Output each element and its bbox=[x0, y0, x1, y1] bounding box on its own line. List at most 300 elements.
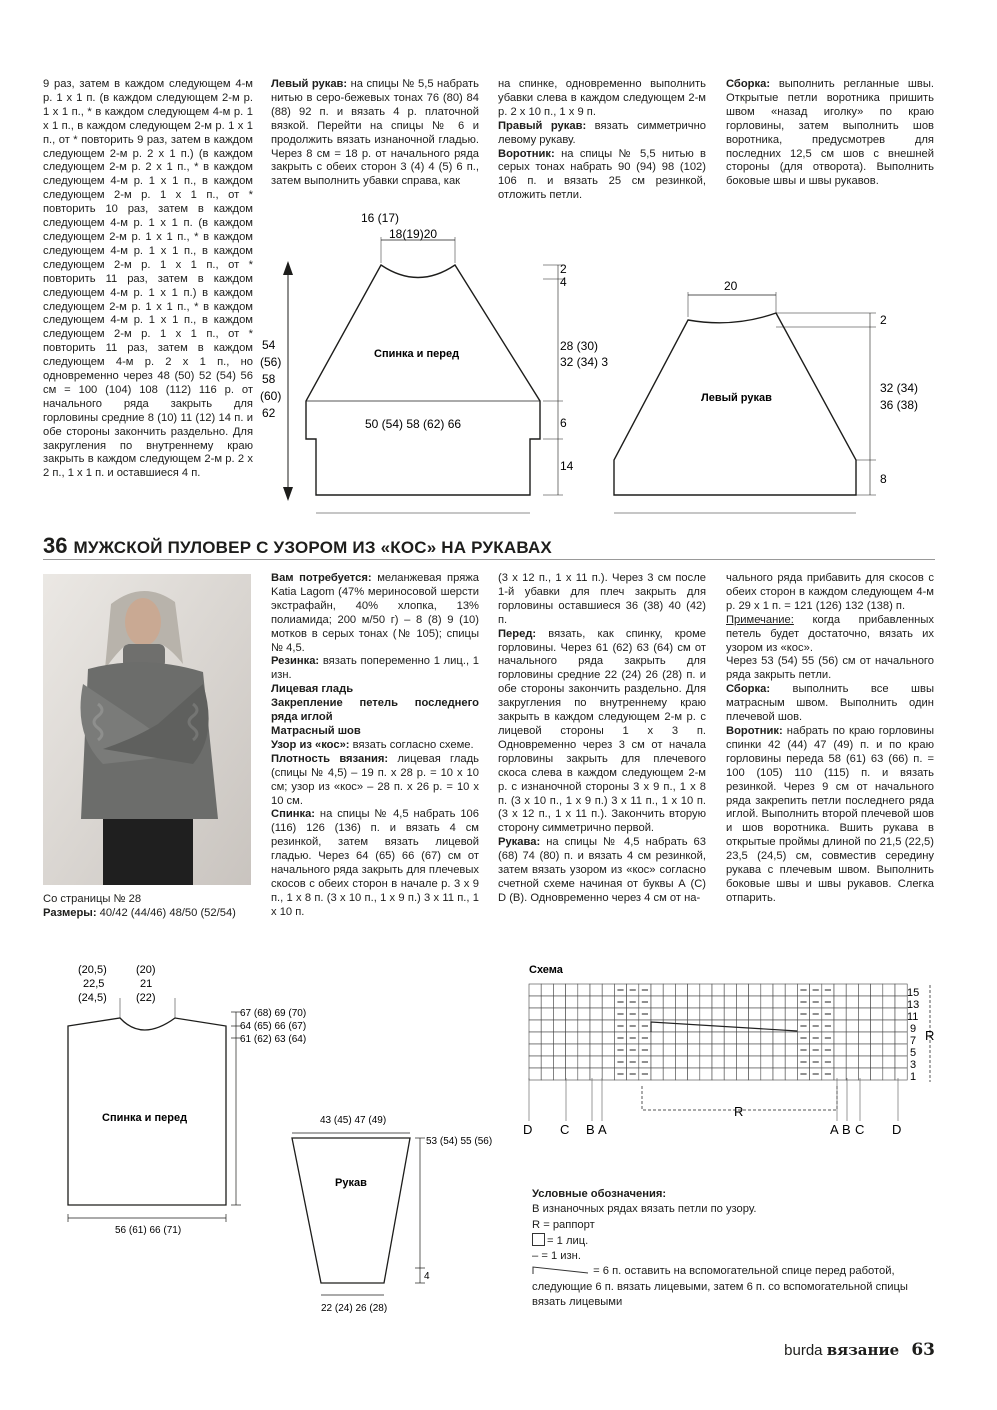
d3-top-b-0: (20) bbox=[136, 964, 156, 976]
d1-left-0: 54 bbox=[262, 338, 276, 352]
diagram-back-front bbox=[288, 237, 563, 513]
page-number: 63 bbox=[911, 1340, 935, 1360]
top-col-2 bbox=[271, 78, 479, 189]
scheme-cell bbox=[688, 1008, 700, 1020]
bottom-col2-para-0: Вам потребуется: меланжевая пряжа Katia Lagom (47% мериносовой шерсти экстрафайн, 40% хлопка, 13% полиамида; 200 м/50 г) – 8 (8) 9 (10) мотков в серых тонах (№ 105); спицы № 4,5. bbox=[271, 572, 479, 654]
scheme-cell bbox=[736, 1008, 748, 1020]
scheme-cell bbox=[883, 996, 895, 1008]
scheme-cell bbox=[895, 1044, 907, 1056]
scheme-cell bbox=[749, 1044, 761, 1056]
d1-neck-top: 16 (17) bbox=[361, 211, 400, 225]
scheme-cell bbox=[529, 984, 541, 996]
scheme-cell bbox=[871, 1020, 883, 1032]
scheme-cell bbox=[578, 1032, 590, 1044]
scheme-cell bbox=[675, 984, 687, 996]
scheme-cell bbox=[675, 996, 687, 1008]
bottom-col4-para-1: Примечание: когда прибавленных петель будет достаточно, вязать их узором из «кос». bbox=[726, 613, 934, 654]
scheme-cell bbox=[858, 1020, 870, 1032]
scheme-cell bbox=[541, 1044, 553, 1056]
d3-top-a-2: (24,5) bbox=[78, 992, 107, 1004]
letter-right-b: B bbox=[842, 1122, 851, 1137]
scheme-cell bbox=[712, 1068, 724, 1080]
scheme-cell bbox=[871, 1032, 883, 1044]
bottom-col-4 bbox=[726, 572, 934, 906]
scheme-cell bbox=[712, 1056, 724, 1068]
scheme-cell bbox=[761, 1044, 773, 1056]
scheme-cell bbox=[553, 1032, 565, 1044]
scheme-cell bbox=[688, 1044, 700, 1056]
top-col2-para-0: Левый рукав: на спицы № 5,5 набрать нитью в серо-бежевых тонах 76 (80) 84 (88) 92 п. и вязать 4 р. платочной вязкой. Перейти на спицы № 6 и продолжить вязать изнаночной гладью. Через 8 см = 18 р. от начального ряда закрыть с обеих сторон 3 (4) 4 (5) 6 п., затем выполнить убавки справа, как bbox=[271, 78, 479, 188]
scheme-cell bbox=[688, 1068, 700, 1080]
d1-left-2: 58 bbox=[262, 372, 276, 386]
scheme-cell bbox=[529, 1008, 541, 1020]
d3-top-b-1: 21 bbox=[140, 978, 153, 990]
scheme-cell bbox=[761, 1008, 773, 1020]
scheme-cell bbox=[529, 996, 541, 1008]
scheme-cell bbox=[785, 1008, 797, 1020]
repeat-horiz: R bbox=[734, 1104, 744, 1119]
scheme-cell bbox=[712, 984, 724, 996]
scheme-cell bbox=[846, 1032, 858, 1044]
scheme-cell bbox=[663, 1020, 675, 1032]
bottom-col2-para-2: Лицевая гладь bbox=[271, 683, 354, 696]
bottom-col2-para-6: Плотность вязания: лицевая гладь (спицы № 4,5) – 19 п. х 28 р. = 10 х 10 см; узор из «кос» – 28 п. х 26 р. = 10 х 10 см. bbox=[271, 752, 479, 807]
legend-line-1: В изнаночных рядах вязать петли по узору. bbox=[532, 1203, 757, 1216]
scheme-cell bbox=[602, 996, 614, 1008]
scheme-cell bbox=[590, 1056, 602, 1068]
scheme-cell bbox=[773, 1056, 785, 1068]
section-heading: МУЖСКОЙ ПУЛОВЕР С УЗОРОМ ИЗ «КОС» НА РУКАВАХ bbox=[73, 538, 552, 557]
scheme-cell bbox=[773, 984, 785, 996]
bottom-col4-para-0: чального ряда прибавить для скосов с обеих сторон в каждом следующем 4-м р. 29 х 1 п. = 121 (126) 132 (138) п. bbox=[726, 572, 934, 612]
knit-symbol-icon bbox=[532, 1233, 545, 1246]
scheme-cell bbox=[541, 1032, 553, 1044]
d3-top-a-1: 22,5 bbox=[83, 978, 105, 990]
scheme-cell bbox=[712, 996, 724, 1008]
scheme-cell bbox=[553, 1056, 565, 1068]
diagram-body bbox=[68, 998, 241, 1222]
scheme-cell bbox=[749, 1008, 761, 1020]
scheme-cell bbox=[541, 1008, 553, 1020]
scheme-cell bbox=[578, 1044, 590, 1056]
d1-d4: 4 bbox=[560, 275, 567, 289]
d4-bottom: 22 (24) 26 (28) bbox=[321, 1303, 388, 1314]
scheme-cell bbox=[761, 984, 773, 996]
scheme-cell bbox=[590, 1044, 602, 1056]
d2-d8: 8 bbox=[880, 472, 887, 486]
scheme-cell bbox=[736, 1068, 748, 1080]
bottom-col2-para-3: Закрепление петель последнего ряда иглой bbox=[271, 697, 479, 724]
scheme-cell bbox=[724, 1008, 736, 1020]
scheme-cell bbox=[578, 1020, 590, 1032]
scheme-cell bbox=[651, 1044, 663, 1056]
row-7: 7 bbox=[910, 1035, 917, 1047]
scheme-cell bbox=[871, 1056, 883, 1068]
scheme-cell bbox=[590, 996, 602, 1008]
scheme-cell bbox=[700, 996, 712, 1008]
scheme-cell bbox=[773, 1044, 785, 1056]
scheme-cell bbox=[602, 1068, 614, 1080]
row-13: 13 bbox=[907, 999, 920, 1011]
scheme-cell bbox=[846, 996, 858, 1008]
scheme-cell bbox=[785, 1032, 797, 1044]
scheme-cell bbox=[529, 1056, 541, 1068]
scheme-cell bbox=[602, 984, 614, 996]
repeat-vert: R bbox=[925, 1028, 935, 1043]
top-col-1 bbox=[43, 78, 253, 481]
scheme-cell bbox=[785, 996, 797, 1008]
bottom-col2-para-4: Матрасный шов bbox=[271, 724, 361, 737]
scheme-cell bbox=[529, 1020, 541, 1032]
d1-d2: 2 bbox=[560, 262, 567, 276]
scheme-row-labels bbox=[907, 987, 919, 1083]
scheme-cell bbox=[858, 996, 870, 1008]
scheme-cell bbox=[761, 1068, 773, 1080]
scheme-cell bbox=[858, 984, 870, 996]
row-5: 5 bbox=[910, 1047, 917, 1059]
letter-left-c: C bbox=[560, 1122, 570, 1137]
scheme-cell bbox=[553, 1068, 565, 1080]
scheme-cell bbox=[773, 1032, 785, 1044]
scheme-cell bbox=[651, 1008, 663, 1020]
row-15: 15 bbox=[907, 987, 920, 999]
scheme-cell bbox=[834, 1020, 846, 1032]
scheme-cell bbox=[566, 984, 578, 996]
scheme-cell bbox=[566, 1044, 578, 1056]
d4-label: Рукав bbox=[335, 1177, 367, 1189]
legend bbox=[532, 1187, 932, 1310]
bottom-col2-para-5: Узор из «кос»: вязать согласно схеме. bbox=[271, 738, 474, 751]
scheme-cell bbox=[590, 1008, 602, 1020]
d3-label: Спинка и перед bbox=[102, 1112, 188, 1124]
scheme-cell bbox=[895, 1020, 907, 1032]
scheme-cell bbox=[846, 1020, 858, 1032]
scheme-cell bbox=[602, 1008, 614, 1020]
scheme-cell bbox=[871, 996, 883, 1008]
page-footer bbox=[784, 1340, 935, 1360]
scheme-cell bbox=[846, 1044, 858, 1056]
scheme-cell bbox=[578, 996, 590, 1008]
d1-left-3: (60) bbox=[260, 389, 282, 403]
d1-d14: 14 bbox=[560, 459, 574, 473]
page-reference: Со страницы № 28 bbox=[43, 893, 142, 905]
scheme-cell bbox=[688, 1032, 700, 1044]
scheme-cell bbox=[553, 1008, 565, 1020]
scheme-cell bbox=[883, 1020, 895, 1032]
top-col3-para-1: Правый рукав: вязать симметрично левому рукаву. bbox=[498, 119, 706, 146]
scheme-cell bbox=[651, 996, 663, 1008]
d3-width: 56 (61) 66 (71) bbox=[115, 1225, 182, 1236]
top-col3-para-0: на спинке, одновременно выполнить убавки слева в каждом следующем 2-м р. 2 х 10 п., 1 х 9 п. bbox=[498, 78, 706, 118]
scheme-cell bbox=[871, 1044, 883, 1056]
scheme-cell bbox=[736, 1032, 748, 1044]
scheme-cell bbox=[773, 1008, 785, 1020]
scheme-cell bbox=[675, 1056, 687, 1068]
scheme-cell bbox=[578, 984, 590, 996]
bottom-col2-para-1: Резинка: вязать попеременно 1 лиц., 1 изн. bbox=[271, 655, 479, 682]
diagram-sleeve bbox=[292, 1133, 425, 1295]
scheme-cell bbox=[724, 1020, 736, 1032]
scheme-cell bbox=[749, 1056, 761, 1068]
bottom-col3-para-0: (3 х 12 п., 1 х 11 п.). Через 3 см после 1-й убавки для плеч закрыть для горловины оставшиеся 36 (38) 40 (42) п. bbox=[498, 572, 706, 626]
section-title bbox=[43, 533, 935, 560]
scheme-cell bbox=[871, 1068, 883, 1080]
bottom-col4-para-4: Воротник: набрать по краю горловины спинки 42 (44) 47 (49) п. и по краю горловины переда 58 (61) 63 (66) п. = 100 (105) 110 (115) п. и вязать резинкой. Через 9 см от начального ряда закрепить петли последнего ряда иглой. Выполнить второй плечевой шов и шов воротника. Вшить рукава в открытые проймы длиной по 21,5 (22,5) 23,5 (24,5) см, совместив середину рукава с плечевым швом. Выполнить боковые швы и швы рукавов. Слегка отпарить. bbox=[726, 724, 934, 904]
scheme-title: Схема bbox=[529, 964, 563, 976]
bottom-col4-para-3: Сборка: выполнить все швы матрасным швом. Выполнить один плечевой шов. bbox=[726, 683, 934, 724]
scheme-cell bbox=[724, 996, 736, 1008]
top-col3-para-2: Воротник: на спицы № 5,5 нитью в серых тонах набрать 90 (94) 98 (102) 106 п. и вязать 25 см резинкой, отложить петли. bbox=[498, 147, 706, 202]
scheme-cell bbox=[736, 996, 748, 1008]
letter-right-c: C bbox=[855, 1122, 865, 1137]
sizes-value: 40/42 (44/46) 48/50 (52/54) bbox=[96, 906, 236, 919]
scheme-cell bbox=[712, 1008, 724, 1020]
d3-top-a-0: (20,5) bbox=[78, 964, 107, 976]
d2-label: Левый рукав bbox=[701, 392, 772, 404]
sizes-label: Размеры: bbox=[43, 906, 97, 919]
scheme-cell bbox=[688, 984, 700, 996]
scheme-cell bbox=[724, 1044, 736, 1056]
scheme-cell bbox=[749, 984, 761, 996]
letter-left-b: B bbox=[586, 1122, 595, 1137]
scheme-cell bbox=[651, 984, 663, 996]
scheme-cell bbox=[566, 1020, 578, 1032]
scheme-cell bbox=[761, 1032, 773, 1044]
scheme-cell bbox=[761, 1056, 773, 1068]
scheme-cell bbox=[834, 1068, 846, 1080]
scheme-cell bbox=[883, 984, 895, 996]
scheme-cell bbox=[651, 1032, 663, 1044]
legend-title: Условные обозначения: bbox=[532, 1188, 667, 1200]
scheme-cell bbox=[541, 1068, 553, 1080]
model-photo bbox=[43, 574, 251, 885]
scheme-cell bbox=[883, 1044, 895, 1056]
knitting-scheme bbox=[520, 958, 950, 1138]
legend-line-5: = 6 п. оставить на вспомогательной спице перед работой, следующие 6 п. вязать лицевыми, затем 6 п. со вспомогательной спицы вязать лицевыми bbox=[532, 1265, 908, 1309]
letter-right-d: D bbox=[892, 1122, 902, 1137]
row-1: 1 bbox=[910, 1071, 917, 1083]
row-9: 9 bbox=[910, 1023, 917, 1035]
row-3: 3 bbox=[910, 1059, 917, 1071]
scheme-cell bbox=[761, 996, 773, 1008]
scheme-cell bbox=[773, 1068, 785, 1080]
scheme-cell bbox=[675, 1044, 687, 1056]
scheme-cell bbox=[590, 1032, 602, 1044]
scheme-cell bbox=[736, 1020, 748, 1032]
d2-d2: 2 bbox=[880, 313, 887, 327]
scheme-cell bbox=[712, 1032, 724, 1044]
scheme-cell bbox=[895, 1008, 907, 1020]
scheme-cell bbox=[529, 1032, 541, 1044]
d1-neck-bottom: 18(19)20 bbox=[389, 227, 438, 241]
scheme-cell bbox=[566, 1068, 578, 1080]
bottom-col3-para-1: Перед: вязать, как спинку, кроме горловины. Через 61 (62) 63 (64) см от начального ряда закрыть для горловины средние 22 (24) 26 (28) п. и обе стороны закончить раздельно. Для закругления по внутреннему краю закрыть в каждом следующем 2-м р. с лицевой стороны 1 х 3 п. Одновременно через 3 см от начала горловины закрыть для плечевого скоса слева в каждом следующем 2-м р. с изнаночной стороны 3 х 9 п., 1 х 8 п. (3 х 10 п., 1 х 9 п.) 3 х 11 п., 1 х 10 п. (3 х 12 п., 1 х 11 п.). Закончить вторую сторону симметрично первой. bbox=[498, 627, 706, 835]
d1-left-4: 62 bbox=[262, 406, 276, 420]
scheme-cell bbox=[663, 1044, 675, 1056]
row-11: 11 bbox=[907, 1011, 919, 1023]
scheme-cell bbox=[663, 1056, 675, 1068]
d3-right-2: 61 (62) 63 (64) bbox=[240, 1034, 307, 1045]
top-col-3 bbox=[498, 78, 706, 203]
scheme-cell bbox=[651, 1056, 663, 1068]
scheme-cell bbox=[858, 1056, 870, 1068]
scheme-cell bbox=[749, 1020, 761, 1032]
scheme-cell bbox=[858, 1032, 870, 1044]
scheme-cell bbox=[895, 1056, 907, 1068]
top-col1-para-0: 9 раз, затем в каждом следующем 4-м р. 1 х 1 п. (в каждом следующем 2-м р. 1 х 1 п., * в каждом следующем 4-м р. 1 х 1 п., в каждом следующем 2-м р. 1 х 1 п., от * повторить 9 раз, затем в каждом следующем 2-м р. 2 х 1 п.) (в каждом следующем 2-м р. 2 х 1 п., * в каждом следующем 4-м р. 1 х 1 п., в каждом следующем 2-м р. 1 х 1 п., от * повторить 10 раз, затем в каждом следующем 4-м р. 1 х 1 п. (в каждом следующем 2-м р. 1 х 1 п., * в каждом следующем 4-м р. 1 х 1 п., в каждом следующем 2-м р. 1 х 1 п., от * повторить 11 раз, затем в каждом следующем 4-м р. 1 х 1 п.) в каждом следующем 2-м р. 1 х 1 п., * в каждом следующем 4-м р. 1 х 1 п., в каждом следующем 2-м р. 1 х 1 п., от * повторить 11 раз, затем в каждом следующем 4-м р. 2 х 1 п., но одновременно через 48 (50) 52 (54) 56 см = 100 (104) 108 (112) 116 р. от начального ряда закрыть для горловины средние 8 (10) 11 (12) 14 п. и обе стороны закончить раздельно. Для закругления по внутреннему краю закрыть в каждом следующем 2-м р. 2 х 2 п., 1 х 1 п. и оставшиеся 4 п. bbox=[43, 78, 253, 480]
scheme-cell bbox=[566, 1056, 578, 1068]
scheme-cell bbox=[749, 996, 761, 1008]
bottom-col-3 bbox=[498, 572, 706, 906]
scheme-cell bbox=[688, 1056, 700, 1068]
scheme-cell bbox=[553, 1044, 565, 1056]
footer-magazine: вязание bbox=[826, 1341, 900, 1359]
scheme-cell bbox=[675, 1032, 687, 1044]
scheme-cell bbox=[553, 996, 565, 1008]
scheme-cell bbox=[761, 1020, 773, 1032]
scheme-cell bbox=[736, 1044, 748, 1056]
scheme-cell bbox=[895, 996, 907, 1008]
bottom-col4-para-2: Через 53 (54) 55 (56) см от начального ряда закрыть петли. bbox=[726, 655, 934, 682]
scheme-cell bbox=[700, 1032, 712, 1044]
scheme-cell bbox=[834, 996, 846, 1008]
scheme-cell bbox=[883, 1032, 895, 1044]
scheme-cell bbox=[578, 1008, 590, 1020]
scheme-cell bbox=[675, 1068, 687, 1080]
scheme-cell bbox=[529, 1044, 541, 1056]
scheme-cell bbox=[590, 984, 602, 996]
scheme-cell bbox=[895, 1068, 907, 1080]
bottom-col-2 bbox=[271, 572, 479, 920]
top-col-4 bbox=[726, 78, 934, 189]
d3-top-b-2: (22) bbox=[136, 992, 156, 1004]
scheme-cell bbox=[700, 984, 712, 996]
scheme-cell bbox=[566, 1032, 578, 1044]
scheme-cell bbox=[663, 984, 675, 996]
scheme-cell bbox=[846, 1068, 858, 1080]
scheme-cell bbox=[846, 984, 858, 996]
scheme-cell bbox=[578, 1068, 590, 1080]
d1-d28: 28 (30) bbox=[560, 339, 599, 353]
cable-symbol-icon bbox=[532, 1265, 590, 1275]
scheme-cell bbox=[700, 1044, 712, 1056]
scheme-cell bbox=[785, 1068, 797, 1080]
d1-width: 50 (54) 58 (62) 66 bbox=[365, 417, 462, 431]
scheme-cell bbox=[749, 1068, 761, 1080]
scheme-cell bbox=[566, 1008, 578, 1020]
scheme-cell bbox=[834, 984, 846, 996]
scheme-cell bbox=[663, 1068, 675, 1080]
d1-left-1: (56) bbox=[260, 355, 282, 369]
scheme-cell bbox=[724, 984, 736, 996]
scheme-cell bbox=[529, 1068, 541, 1080]
scheme-cell bbox=[846, 1008, 858, 1020]
scheme-cell bbox=[541, 996, 553, 1008]
scheme-cell bbox=[883, 1008, 895, 1020]
scheme-cell bbox=[541, 1056, 553, 1068]
scheme-cell bbox=[883, 1056, 895, 1068]
section-number: 36 bbox=[43, 533, 68, 558]
scheme-cell bbox=[675, 1020, 687, 1032]
scheme-cell bbox=[736, 984, 748, 996]
scheme-cell bbox=[724, 1032, 736, 1044]
d2-d36: 36 (38) bbox=[880, 398, 919, 412]
scheme-cell bbox=[688, 1020, 700, 1032]
scheme-cell bbox=[724, 1056, 736, 1068]
scheme-cell bbox=[566, 996, 578, 1008]
footer-brand: burda bbox=[784, 1342, 823, 1359]
scheme-cell bbox=[663, 996, 675, 1008]
scheme-cell bbox=[785, 1044, 797, 1056]
scheme-cell bbox=[675, 1008, 687, 1020]
legend-line-3: = 1 лиц. bbox=[547, 1234, 589, 1247]
d1-d6: 6 bbox=[560, 416, 567, 430]
photo-caption bbox=[43, 893, 236, 921]
scheme-cell bbox=[834, 1056, 846, 1068]
scheme-cell bbox=[749, 1032, 761, 1044]
scheme-cell bbox=[553, 984, 565, 996]
scheme-cell bbox=[834, 1032, 846, 1044]
scheme-cell bbox=[602, 1056, 614, 1068]
scheme-cell bbox=[895, 1032, 907, 1044]
d4-right: 53 (54) 55 (56) bbox=[426, 1136, 493, 1147]
scheme-cell bbox=[773, 996, 785, 1008]
scheme-cell bbox=[700, 1008, 712, 1020]
scheme-cell bbox=[871, 1008, 883, 1020]
d2-top: 20 bbox=[724, 279, 738, 293]
letter-right-a: A bbox=[830, 1122, 839, 1137]
top-diagrams bbox=[258, 205, 948, 525]
bottom-diagrams bbox=[40, 950, 510, 1320]
scheme-cell bbox=[846, 1056, 858, 1068]
scheme-cell bbox=[602, 1020, 614, 1032]
letter-left-d: D bbox=[523, 1122, 533, 1137]
d4-top: 43 (45) 47 (49) bbox=[320, 1115, 387, 1126]
letter-left-a: A bbox=[598, 1122, 607, 1137]
d1-d32: 32 (34) 3 bbox=[560, 355, 609, 369]
scheme-cell bbox=[578, 1056, 590, 1068]
scheme-cell bbox=[785, 984, 797, 996]
d3-right-0: 67 (68) 69 (70) bbox=[240, 1008, 307, 1019]
scheme-cell bbox=[883, 1068, 895, 1080]
scheme-cell bbox=[895, 984, 907, 996]
legend-line-2: R = раппорт bbox=[532, 1218, 595, 1231]
scheme-cell bbox=[700, 1068, 712, 1080]
d1-label: Спинка и перед bbox=[374, 348, 460, 360]
scheme-cell bbox=[871, 984, 883, 996]
scheme-cell bbox=[834, 1044, 846, 1056]
scheme-cell bbox=[785, 1056, 797, 1068]
bottom-col2-para-7: Спинка: на спицы № 4,5 набрать 106 (116) 126 (136) п. и вязать 4 см резинкой, затем вязать лицевой гладью. Через 64 (65) 66 (67) см от начального ряда закрыть для плечевых скосов с обеих сторон в начале р. 3 х 9 п., 1 х 8 п. (3 х 10 п., 1 х 9 п.) 3 х 11 п., 1 х 10 п. bbox=[271, 808, 479, 918]
scheme-cell bbox=[688, 996, 700, 1008]
scheme-cell bbox=[858, 1044, 870, 1056]
d2-d32: 32 (34) bbox=[880, 381, 919, 395]
scheme-cell bbox=[736, 1056, 748, 1068]
scheme-cell bbox=[541, 984, 553, 996]
scheme-cell bbox=[858, 1008, 870, 1020]
scheme-cell bbox=[700, 1056, 712, 1068]
scheme-cell bbox=[602, 1044, 614, 1056]
scheme-cell bbox=[724, 1068, 736, 1080]
top-col4-para-0: Сборка: выполнить регланные швы. Открытые петли воротника пришить швом «назад иголку» по краю горловины, затем выполнить шов воротника, предусмотрев для последних 12,5 см шов с внешней стороны (для отворота). Выполнить боковые швы и швы рукавов. bbox=[726, 78, 934, 188]
scheme-grid bbox=[529, 984, 907, 1080]
bottom-col3-para-2: Рукава: на спицы № 4,5 набрать 63 (68) 74 (80) п. и вязать 4 см резинкой, затем вязать узором из «кос» согласно счетной схеме начиная от буквы А (С) D (В). Одновременно через 4 см от на- bbox=[498, 836, 706, 904]
d3-right-1: 64 (65) 66 (67) bbox=[240, 1021, 307, 1032]
scheme-cell bbox=[553, 1020, 565, 1032]
scheme-cell bbox=[541, 1020, 553, 1032]
d4-d4: 4 bbox=[424, 1271, 430, 1282]
scheme-cell bbox=[834, 1008, 846, 1020]
